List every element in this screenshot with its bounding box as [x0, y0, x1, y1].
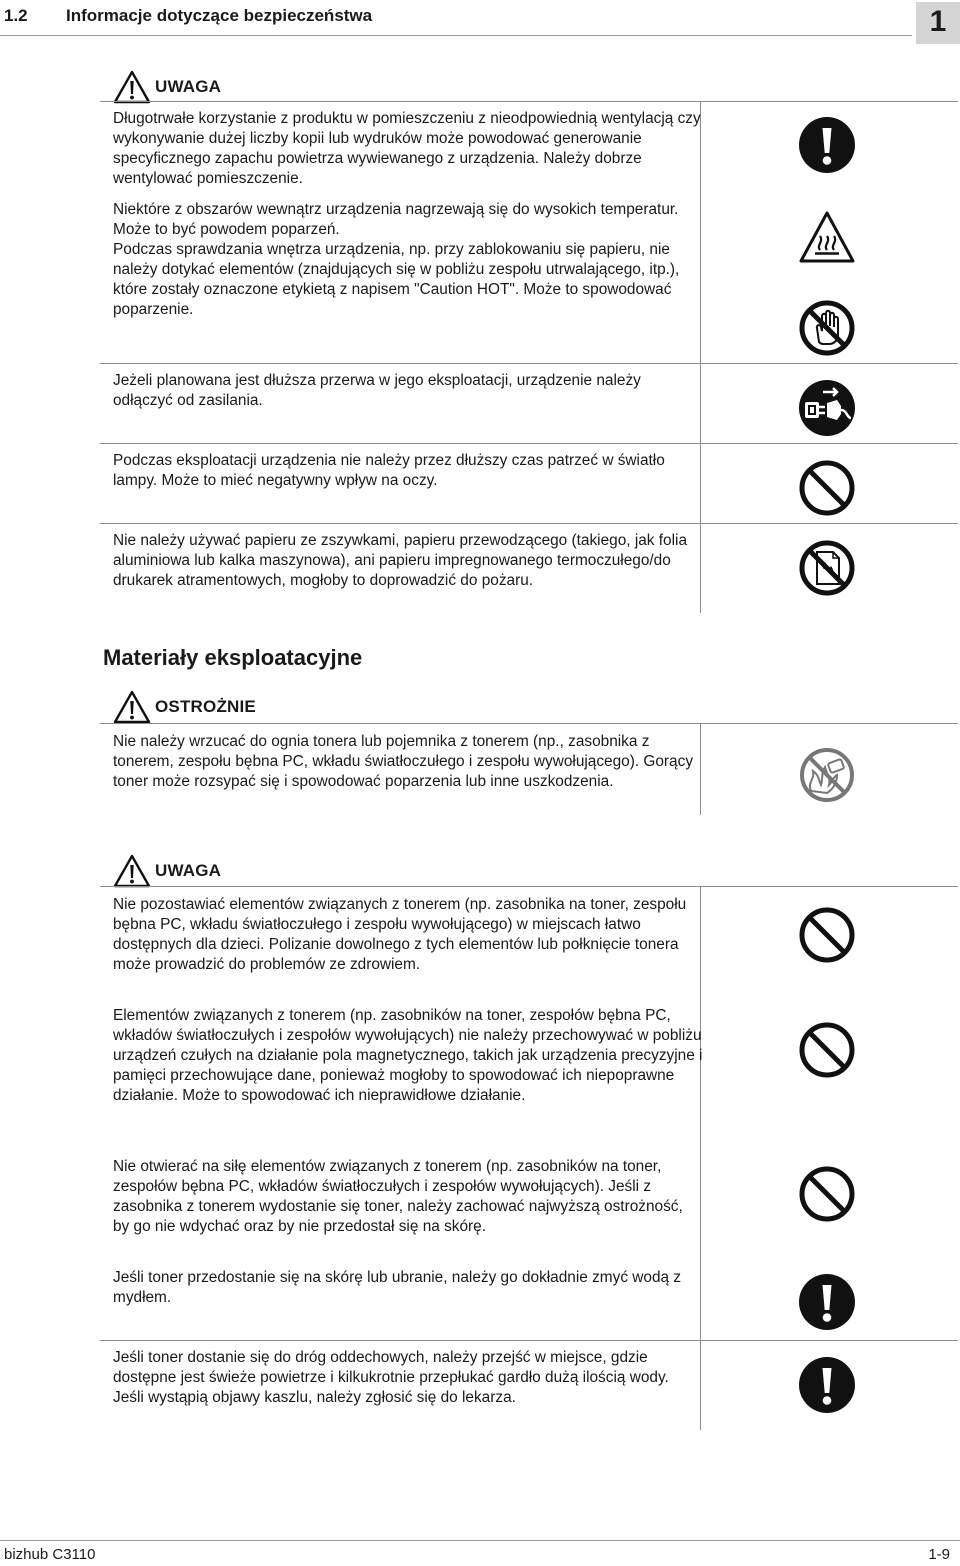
prohibited-icon — [797, 458, 857, 518]
mandatory-action-icon — [797, 1355, 857, 1415]
divider — [100, 101, 958, 102]
caution-heading-label: OSTROŻNIE — [155, 697, 256, 716]
chapter-number-tab: 1 — [916, 2, 960, 44]
unplug-icon — [797, 378, 857, 438]
page-number: 1-9 — [928, 1546, 950, 1563]
header-divider — [0, 35, 912, 36]
paragraph-paper: Nie należy używać papieru ze zszywkami, papieru przewodzącego (takiego, jak folia aluminiowa lub kalka maszynowa), ani papieru impregnowanego termoczułego/do drukarek atramentowych, mogłoby to doprowadzić do pożaru. — [113, 532, 688, 589]
mandatory-action-icon — [797, 1272, 857, 1332]
divider — [100, 886, 958, 887]
divider — [100, 1340, 958, 1341]
warning-heading — [113, 854, 221, 888]
no-fire-icon — [797, 745, 857, 805]
caution-heading — [113, 690, 256, 724]
warning-heading-label: UWAGA — [155, 77, 222, 96]
do-not-touch-icon — [797, 298, 857, 358]
divider — [100, 723, 958, 724]
no-special-paper-icon — [797, 538, 857, 598]
divider — [100, 443, 958, 444]
paragraph-lamp: Podczas eksploatacji urządzenia nie należy przez dłuższy czas patrzeć w światło lampy. Może to mieć negatywny wpływ na oczy. — [113, 452, 665, 489]
warning-triangle-icon — [113, 854, 151, 888]
paragraph-children: Nie pozostawiać elementów związanych z tonerem (np. zasobnika na toner, zespołu bębna PC, wkładu światłoczułego i zespołu wywołującego) w miejscach łatwo dostępnych dla dzieci. Polizanie dowolnego z tych elementów lub połknięcie tonera może prowadzić do problemów ze zdrowiem. — [113, 896, 687, 973]
product-name: bizhub C3110 — [4, 1546, 96, 1563]
section-number: 1.2 — [4, 6, 28, 25]
paragraph-caution-hot: Podczas sprawdzania wnętrza urządzenia, np. przy zablokowaniu się papieru, nie należy dotykać elementów (znajdujących się w pobliżu zespołu utrwalającego, itp.), które zostały oznaczone etykietą z napisem "Caution HOT". Może to spowodować poparzenie. — [113, 241, 680, 318]
prohibited-icon — [797, 905, 857, 965]
paragraph-toner-fire: Nie należy wrzucać do ognia tonera lub pojemnika z tonerem (np., zasobnika z tonerem, zespołu bębna PC, wkładu światłoczułego i zespołu wywołującego). Gorący toner może rozsypać się i spowodować poparzenia lub inne uszkodzenia. — [113, 733, 694, 790]
prohibited-icon — [797, 1164, 857, 1224]
prohibited-icon — [797, 1020, 857, 1080]
paragraph-skin: Jeśli toner przedostanie się na skórę lub ubranie, należy go dokładnie zmyć wodą z mydłem. — [113, 1269, 682, 1306]
paragraph-unplug: Jeżeli planowana jest dłuższa przerwa w jego eksploatacji, urządzenie należy odłączyć od zasilania. — [113, 372, 641, 409]
consumables-title: Materiały eksploatacyjne — [103, 645, 363, 670]
section-title: Informacje dotyczące bezpieczeństwa — [66, 6, 373, 25]
divider — [100, 523, 958, 524]
warning-triangle-icon — [113, 70, 151, 104]
paragraph-hot-areas: Niektóre z obszarów wewnątrz urządzenia nagrzewają się do wysokich temperatur. Może to być powodem poparzeń. — [113, 201, 679, 238]
warning-heading — [113, 70, 221, 104]
paragraph-magnetic: Elementów związanych z tonerem (np. zasobników na toner, zespołów bębna PC, wkładów światłoczułych i zespołów wywołujących) nie należy przechowywać w pobliżu urządzeń czułych na działanie pola magnetycznego, takich jak urządzenia precyzyjne i pamięci przechowujące dane, ponieważ mogłoby to spowodować ich niepoprawne działanie. Może to spowodować ich nieprawidłowe działanie. — [113, 1007, 703, 1104]
paragraph-inhalation: Jeśli toner dostanie się do dróg oddechowych, należy przejść w miejsce, gdzie dostępne jest świeże powietrze i kilkukrotnie przepłukać gardło dużą ilością wody. Jeśli wystąpią objawy kaszlu, należy zgłosić się do lekarza. — [113, 1349, 669, 1406]
warning-heading-label: UWAGA — [155, 861, 222, 880]
divider — [100, 363, 958, 364]
hot-surface-icon — [797, 208, 857, 268]
paragraph-force-open: Nie otwierać na siłę elementów związanych z tonerem (np. zasobników na toner, zespołów bębna PC, wkładów światłoczułych i zespołów wywołujących). Jeśli z zasobnika z tonerem wydostanie się toner, należy zachować najwyższą ostrożność, by go nie wdychać oraz by nie przedostał się na skórę. — [113, 1158, 683, 1235]
paragraph-ventilation: Długotrwałe korzystanie z produktu w pomieszczeniu z nieodpowiednią wentylacją czy wykonywanie dużej liczby kopii lub wydruków może powodować generowanie specyficznego zapachu powietrza wywiewanego z urządzenia. Należy dobrze wentylować pomieszczenie. — [113, 110, 701, 187]
footer-divider — [0, 1540, 960, 1541]
warning-triangle-icon — [113, 690, 151, 724]
mandatory-action-icon — [797, 115, 857, 175]
